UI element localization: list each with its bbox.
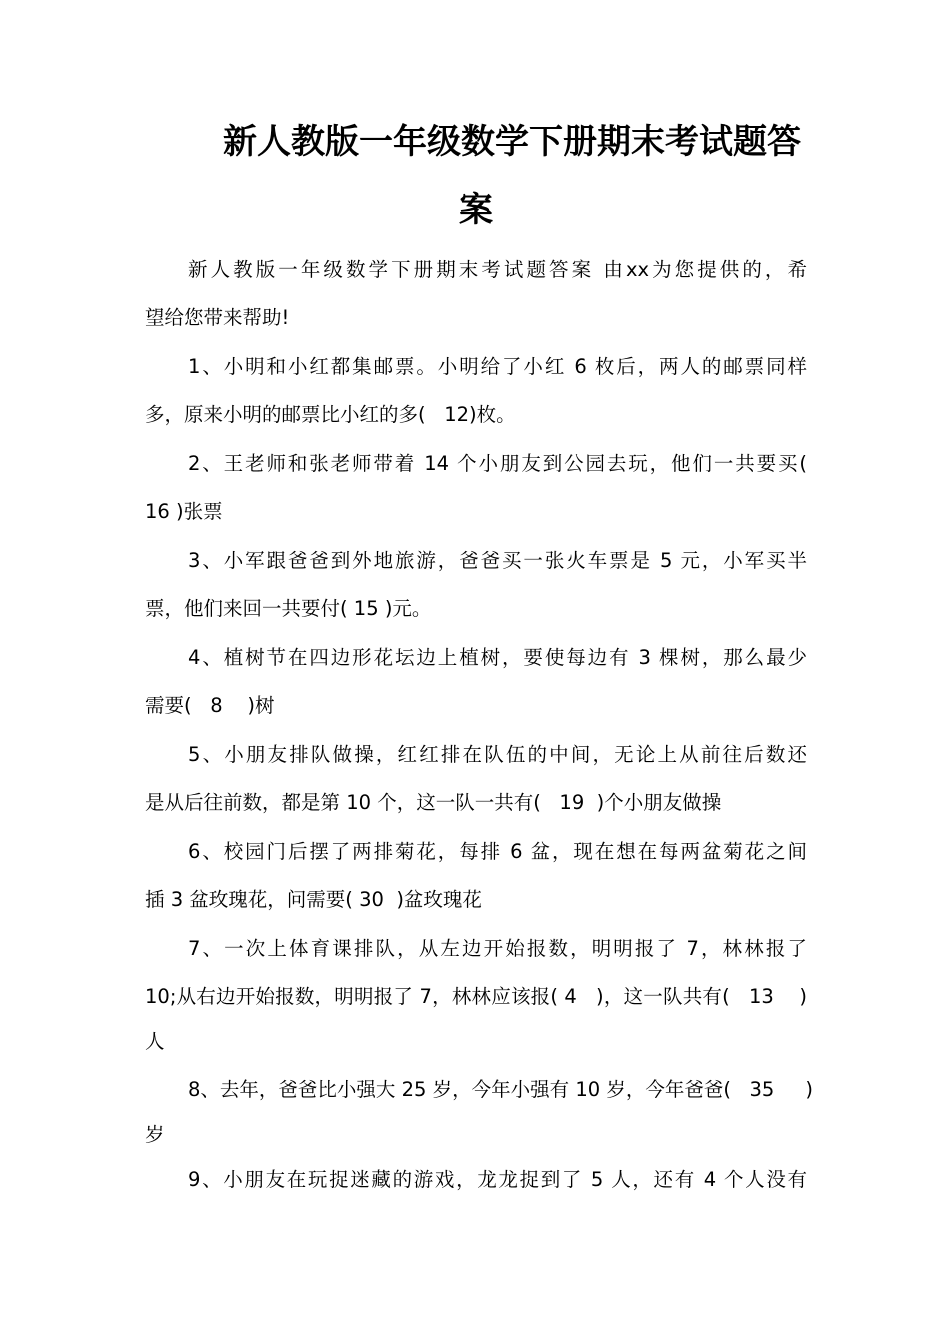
- question-2-line-2: 16 )张票: [145, 500, 223, 523]
- question-4-line-1: 4、植树节在四边形花坛边上植树，要使每边有 3 棵树，那么最少: [188, 646, 807, 669]
- intro-line-2: 望给您带来帮助!: [145, 306, 290, 329]
- question-7-line-2: 10;从右边开始报数，明明报了 7，林林应该报( 4 )，这一队共有( 13 ): [145, 985, 807, 1008]
- question-3-line-2: 票，他们来回一共要付( 15 )元。: [145, 597, 432, 620]
- question-1-line-1: 1、小明和小红都集邮票。小明给了小红 6 枚后，两人的邮票同样: [188, 355, 807, 378]
- question-6-line-1: 6、校园门后摆了两排菊花，每排 6 盆，现在想在每两盆菊花之间: [188, 840, 807, 863]
- question-3-line-1: 3、小军跟爸爸到外地旅游，爸爸买一张火车票是 5 元，小军买半: [188, 549, 807, 572]
- question-6-line-2: 插 3 盆玫瑰花，问需要( 30 )盆玫瑰花: [145, 888, 482, 911]
- question-9-line-1: 9、小朋友在玩捉迷藏的游戏，龙龙捉到了 5 人，还有 4 个人没有: [188, 1168, 807, 1191]
- document-title-line-2: 案: [459, 190, 493, 230]
- intro-line-1: 新人教版一年级数学下册期末考试题答案 由xx为您提供的，希: [188, 258, 807, 281]
- question-7-line-3: 人: [145, 1030, 165, 1053]
- question-1-line-2: 多，原来小明的邮票比小红的多( 12)枚。: [145, 403, 516, 426]
- document-title-line-1: 新人教版一年级数学下册期末考试题答: [223, 122, 801, 162]
- question-8-line-1: 8、去年，爸爸比小强大 25 岁，今年小强有 10 岁，今年爸爸( 35 ): [188, 1078, 813, 1101]
- question-7-line-1: 7、一次上体育课排队，从左边开始报数，明明报了 7，林林报了: [188, 937, 807, 960]
- question-4-line-2: 需要( 8 )树: [145, 694, 275, 717]
- question-5-line-2: 是从后往前数，都是第 10 个，这一队一共有( 19 )个小朋友做操: [145, 791, 722, 814]
- question-8-line-2: 岁: [145, 1123, 165, 1146]
- question-2-line-1: 2、王老师和张老师带着 14 个小朋友到公园去玩，他们一共要买(: [188, 452, 807, 475]
- question-5-line-1: 5、小朋友排队做操，红红排在队伍的中间，无论上从前往后数还: [188, 743, 807, 766]
